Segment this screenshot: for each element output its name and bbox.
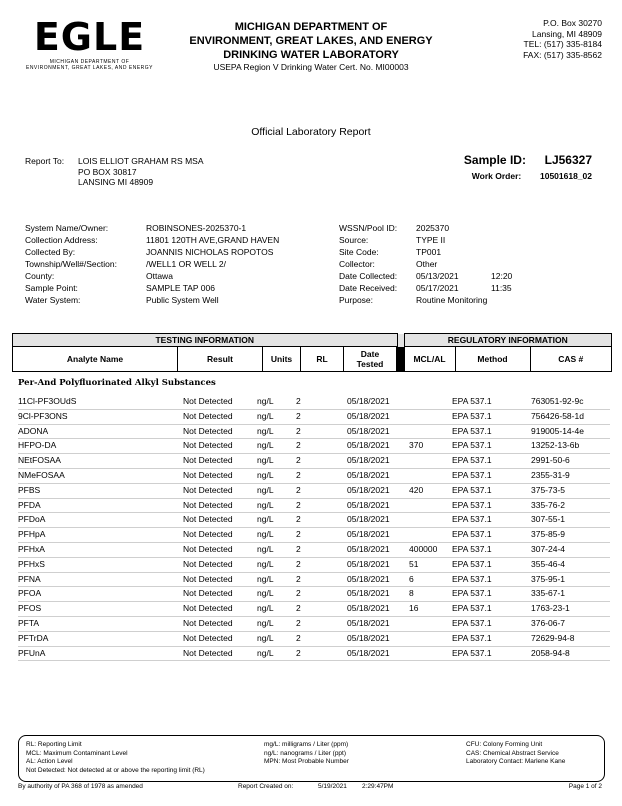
analyte-cell: PFHxS <box>18 558 45 569</box>
report-title: Official Laboratory Report <box>251 126 371 138</box>
units-cell: ng/L <box>257 573 274 584</box>
date-tested-cell: 05/18/2021 <box>347 558 390 569</box>
result-cell: Not Detected <box>183 440 233 451</box>
sample-id-block <box>392 153 592 181</box>
date-tested-cell: 05/18/2021 <box>347 647 390 658</box>
units-cell: ng/L <box>257 440 274 451</box>
cas-cell: 307-55-1 <box>531 514 566 525</box>
legend-col-3 <box>466 741 565 767</box>
cas-cell: 2058-94-8 <box>531 647 570 658</box>
analyte-cell: PFHxA <box>18 543 45 554</box>
info-label: County: <box>25 271 55 281</box>
result-cell: Not Detected <box>183 588 233 599</box>
analyte-cell: PFDoA <box>18 514 46 525</box>
egle-logo <box>17 15 162 71</box>
water-system-value: Public System Well <box>146 295 219 305</box>
method-cell: EPA 537.1 <box>452 455 492 466</box>
col-date-tested <box>344 347 397 372</box>
legend-item: MCL: Maximum Contaminant Level <box>26 749 128 757</box>
method-cell: EPA 537.1 <box>452 588 492 599</box>
cas-cell: 376-06-7 <box>531 617 566 628</box>
table-row <box>18 558 610 573</box>
legend-item: ng/L: nanograms / Liter (ppt) <box>264 749 347 757</box>
analyte-cell: PFOA <box>18 588 42 599</box>
table-row <box>18 395 610 410</box>
analyte-cell: PFUnA <box>18 647 46 658</box>
info-label: Water System: <box>25 295 81 305</box>
result-cell: Not Detected <box>183 484 233 495</box>
method-cell: EPA 537.1 <box>452 529 492 540</box>
date-tested-cell: 05/18/2021 <box>347 632 390 643</box>
method-cell: EPA 537.1 <box>452 514 492 525</box>
work-order-value: 10501618_02 <box>539 171 592 181</box>
site-code-value: TP001 <box>416 247 442 257</box>
cas-cell: 375-85-9 <box>531 529 566 540</box>
mcl-cell: 400000 <box>409 543 438 554</box>
mcl-cell: 420 <box>409 484 424 495</box>
report-to-line-2: PO BOX 30817 <box>78 166 137 177</box>
report-created-time: 2:29:47PM <box>362 783 394 790</box>
logo-subtitle-2: ENVIRONMENT, GREAT LAKES, AND ENERGY <box>25 65 153 71</box>
method-cell: EPA 537.1 <box>452 573 492 584</box>
time-collected: 12:20 <box>491 271 513 281</box>
analyte-cell: 11Cl-PF3OUdS <box>18 396 77 406</box>
legend-col-2 <box>264 741 349 767</box>
header-title-3: DRINKING WATER LABORATORY <box>223 49 399 61</box>
result-cell: Not Detected <box>183 647 233 658</box>
time-received: 11:35 <box>491 283 512 293</box>
info-left-labels <box>25 222 145 306</box>
result-cell: Not Detected <box>183 543 233 554</box>
result-cell: Not Detected <box>183 558 233 569</box>
logo-subtitle-1: MICHIGAN DEPARTMENT OF <box>49 59 130 65</box>
header-title-1: MICHIGAN DEPARTMENT OF <box>234 21 388 33</box>
sample-id-label: Sample ID: <box>463 153 526 167</box>
mcl-cell: 370 <box>409 440 424 451</box>
lab-contact-block <box>462 18 602 60</box>
logo-wordmark: EGLE <box>33 15 146 59</box>
rl-cell: 2 <box>296 647 301 658</box>
units-cell: ng/L <box>257 455 274 466</box>
col-result: Result <box>178 347 263 372</box>
date-tested-cell: 05/18/2021 <box>347 603 390 614</box>
units-cell: ng/L <box>257 632 274 643</box>
cas-cell: 2991-50-6 <box>531 455 570 466</box>
rl-cell: 2 <box>296 440 301 451</box>
telephone: TEL: (517) 335-8184 <box>523 39 602 49</box>
cas-cell: 763051-92-9c <box>531 396 584 406</box>
units-cell: ng/L <box>257 603 274 614</box>
units-cell: ng/L <box>257 484 274 495</box>
table-row <box>18 469 610 484</box>
cas-cell: 2355-31-9 <box>531 469 570 480</box>
table-row <box>18 647 610 662</box>
info-label: WSSN/Pool ID: <box>339 223 398 233</box>
table-row <box>18 528 610 543</box>
analyte-cell: HFPO-DA <box>18 440 57 451</box>
method-cell: EPA 537.1 <box>452 469 492 480</box>
date-tested-cell: 05/18/2021 <box>347 617 390 628</box>
sample-id-value: LJ56327 <box>544 153 592 167</box>
analyte-cell: NEtFOSAA <box>18 455 61 466</box>
lab-header <box>180 20 442 73</box>
result-cell: Not Detected <box>183 469 233 480</box>
units-cell: ng/L <box>257 425 274 436</box>
cas-cell: 919005-14-4e <box>531 425 584 436</box>
collector-value: Other <box>416 259 438 269</box>
header-divider <box>397 347 404 372</box>
rl-cell: 2 <box>296 425 301 436</box>
info-label: Date Received: <box>339 283 398 293</box>
info-label: Collector: <box>339 259 375 269</box>
analyte-cell: PFOS <box>18 603 42 614</box>
table-row <box>18 587 610 602</box>
date-tested-cell: 05/18/2021 <box>347 455 390 466</box>
legend-item: AL: Action Level <box>26 758 73 765</box>
table-row <box>18 439 610 454</box>
analyte-cell: PFTrDA <box>18 632 49 643</box>
report-to-line-1: LOIS ELLIOT GRAHAM RS MSA <box>78 156 204 166</box>
result-cell: Not Detected <box>183 425 233 436</box>
info-label: Date Collected: <box>339 271 398 281</box>
units-cell: ng/L <box>257 558 274 569</box>
cas-cell: 1763-23-1 <box>531 603 570 614</box>
report-to-address <box>78 156 204 188</box>
units-cell: ng/L <box>257 543 274 554</box>
result-cell: Not Detected <box>183 573 233 584</box>
date-collected-value: 05/13/2021 <box>416 271 459 281</box>
units-cell: ng/L <box>257 588 274 599</box>
units-cell: ng/L <box>257 396 274 406</box>
table-row <box>18 543 610 558</box>
table-row <box>18 513 610 528</box>
cas-cell: 375-73-5 <box>531 484 566 495</box>
result-cell: Not Detected <box>183 617 233 628</box>
rl-cell: 2 <box>296 603 301 614</box>
info-label: Collected By: <box>25 247 76 257</box>
result-cell: Not Detected <box>183 410 233 421</box>
source-value: TYPE II <box>416 235 446 245</box>
report-to-line-3: LANSING MI 48909 <box>78 177 154 187</box>
testing-info-header: TESTING INFORMATION <box>13 334 398 347</box>
table-row <box>18 602 610 617</box>
date-tested-cell: 05/18/2021 <box>347 499 390 510</box>
cas-cell: 335-67-1 <box>531 588 566 599</box>
date-tested-cell: 05/18/2021 <box>347 543 390 554</box>
date-tested-cell: 05/18/2021 <box>347 396 390 406</box>
cas-cell: 756426-58-1d <box>531 410 584 421</box>
table-row <box>18 410 610 425</box>
address-line-2: Lansing, MI 48909 <box>532 28 602 39</box>
units-cell: ng/L <box>257 499 274 510</box>
method-cell: EPA 537.1 <box>452 425 492 436</box>
cas-cell: 375-95-1 <box>531 573 566 584</box>
report-to-label: Report To: <box>25 156 65 166</box>
method-cell: EPA 537.1 <box>452 558 492 569</box>
date-tested-cell: 05/18/2021 <box>347 573 390 584</box>
col-date-line-2: Tested <box>356 359 384 369</box>
rl-cell: 2 <box>296 469 301 480</box>
date-tested-cell: 05/18/2021 <box>347 425 390 436</box>
date-tested-cell: 05/18/2021 <box>347 484 390 495</box>
report-created-date: 5/19/2021 <box>318 783 347 790</box>
legend-item: CAS: Chemical Abstract Service <box>466 749 559 757</box>
rl-cell: 2 <box>296 484 301 495</box>
result-cell: Not Detected <box>183 499 233 510</box>
rl-cell: 2 <box>296 573 301 584</box>
analyte-cell: PFNA <box>18 573 41 584</box>
units-cell: ng/L <box>257 647 274 658</box>
method-cell: EPA 537.1 <box>452 543 492 554</box>
method-cell: EPA 537.1 <box>452 647 492 658</box>
header-cert: USEPA Region V Drinking Water Cert. No. MI00003 <box>213 62 409 72</box>
sample-point-value: SAMPLE TAP 006 <box>146 283 215 293</box>
mcl-cell: 8 <box>409 588 414 599</box>
method-cell: EPA 537.1 <box>452 499 492 510</box>
cas-cell: 307-24-4 <box>531 543 566 554</box>
result-cell: Not Detected <box>183 603 233 614</box>
table-row <box>18 454 610 469</box>
results-rows <box>18 395 610 661</box>
rl-cell: 2 <box>296 410 301 421</box>
fax: FAX: (517) 335-8562 <box>523 49 602 60</box>
method-cell: EPA 537.1 <box>452 484 492 495</box>
method-cell: EPA 537.1 <box>452 617 492 628</box>
analyte-cell: PFTA <box>18 617 40 628</box>
cas-cell: 13252-13-6b <box>531 440 580 451</box>
info-right-labels <box>339 222 415 306</box>
address-line-1: P.O. Box 30270 <box>543 18 602 28</box>
units-cell: ng/L <box>257 617 274 628</box>
method-cell: EPA 537.1 <box>452 410 492 421</box>
township-value: /WELL1 OR WELL 2/ <box>146 259 226 269</box>
page-number: Page 1 of 2 <box>568 783 602 790</box>
analyte-cell: NMeFOSAA <box>18 469 65 480</box>
system-name-value: ROBINSONES-2025370-1 <box>146 223 247 233</box>
cas-cell: 72629-94-8 <box>531 632 575 643</box>
purpose-value: Routine Monitoring <box>416 295 488 305</box>
result-cell: Not Detected <box>183 529 233 540</box>
legend-item: RL: Reporting Limit <box>26 741 82 748</box>
analyte-cell: PFDA <box>18 499 41 510</box>
section-title: Per-And Polyfluorinated Alkyl Substances <box>18 378 216 388</box>
header-divider <box>397 334 404 347</box>
col-analyte: Analyte Name <box>13 347 178 372</box>
work-order-label: Work Order: <box>471 171 522 181</box>
info-label: Purpose: <box>339 295 374 305</box>
legend-item: MPN: Most Probable Number <box>264 758 349 765</box>
analyte-cell: PFBS <box>18 484 41 495</box>
units-cell: ng/L <box>257 514 274 525</box>
col-method: Method <box>455 347 530 372</box>
table-row <box>18 617 610 632</box>
table-row <box>18 499 610 514</box>
date-tested-cell: 05/18/2021 <box>347 410 390 421</box>
analyte-cell: PFHpA <box>18 529 46 540</box>
info-label: Sample Point: <box>25 283 78 293</box>
date-received-value: 05/17/2021 <box>416 283 459 293</box>
table-row <box>18 484 610 499</box>
method-cell: EPA 537.1 <box>452 603 492 614</box>
col-mcl-al: MCL/AL <box>404 347 455 372</box>
table-row <box>18 632 610 647</box>
rl-cell: 2 <box>296 558 301 569</box>
legend-col-1 <box>26 741 205 775</box>
info-left-values <box>146 222 336 306</box>
results-table-header <box>12 333 612 372</box>
rl-cell: 2 <box>296 514 301 525</box>
report-created-label: Report Created on: <box>238 783 294 790</box>
date-tested-cell: 05/18/2021 <box>347 514 390 525</box>
rl-cell: 2 <box>296 529 301 540</box>
rl-cell: 2 <box>296 617 301 628</box>
cas-cell: 335-76-2 <box>531 499 566 510</box>
collected-by-value: JOANNIS NICHOLAS ROPOTOS <box>146 247 274 257</box>
method-cell: EPA 537.1 <box>452 632 492 643</box>
mcl-cell: 51 <box>409 558 419 569</box>
rl-cell: 2 <box>296 455 301 466</box>
rl-cell: 2 <box>296 396 301 406</box>
units-cell: ng/L <box>257 469 274 480</box>
rl-cell: 2 <box>296 588 301 599</box>
date-tested-cell: 05/18/2021 <box>347 440 390 451</box>
legend-item: Not Detected: Not detected at or above the reporting limit (RL) <box>26 766 205 774</box>
col-units: Units <box>263 347 301 372</box>
info-label: Collection Address: <box>25 235 98 245</box>
method-cell: EPA 537.1 <box>452 396 492 406</box>
info-label: Source: <box>339 235 369 245</box>
units-cell: ng/L <box>257 529 274 540</box>
date-tested-cell: 05/18/2021 <box>347 529 390 540</box>
rl-cell: 2 <box>296 632 301 643</box>
header-title-2: ENVIRONMENT, GREAT LAKES, AND ENERGY <box>189 35 433 47</box>
result-cell: Not Detected <box>183 514 233 525</box>
rl-cell: 2 <box>296 543 301 554</box>
info-label: Site Code: <box>339 247 379 257</box>
cas-cell: 355-46-4 <box>531 558 566 569</box>
legend-item: CFU: Colony Forming Unit <box>466 741 543 748</box>
authority-note: By authority of PA 368 of 1978 as amended <box>18 783 143 790</box>
county-value: Ottawa <box>146 271 173 281</box>
result-cell: Not Detected <box>183 455 233 466</box>
info-label: System Name/Owner: <box>25 223 109 233</box>
analyte-cell: ADONA <box>18 425 49 436</box>
date-tested-cell: 05/18/2021 <box>347 588 390 599</box>
mcl-cell: 16 <box>409 603 419 614</box>
regulatory-info-header: REGULATORY INFORMATION <box>404 334 612 347</box>
collection-address-value: 11801 120TH AVE,GRAND HAVEN <box>146 235 280 245</box>
analyte-cell: 9Cl-PF3ONS <box>18 410 68 421</box>
table-row <box>18 425 610 440</box>
col-date-line-1: Date <box>360 349 380 359</box>
footer-legend <box>18 735 605 782</box>
col-rl: RL <box>301 347 344 372</box>
table-row <box>18 573 610 588</box>
units-cell: ng/L <box>257 410 274 421</box>
legend-item: Laboratory Contact: Marlene Kane <box>466 758 566 765</box>
mcl-cell: 6 <box>409 573 414 584</box>
result-cell: Not Detected <box>183 396 233 406</box>
date-tested-cell: 05/18/2021 <box>347 469 390 480</box>
legend-item: mg/L: milligrams / Liter (ppm) <box>264 741 349 748</box>
method-cell: EPA 537.1 <box>452 440 492 451</box>
result-cell: Not Detected <box>183 632 233 643</box>
col-cas: CAS # <box>530 347 612 372</box>
wssn-value: 2025370 <box>416 223 450 233</box>
rl-cell: 2 <box>296 499 301 510</box>
info-label: Township/Well#/Section: <box>25 259 117 269</box>
